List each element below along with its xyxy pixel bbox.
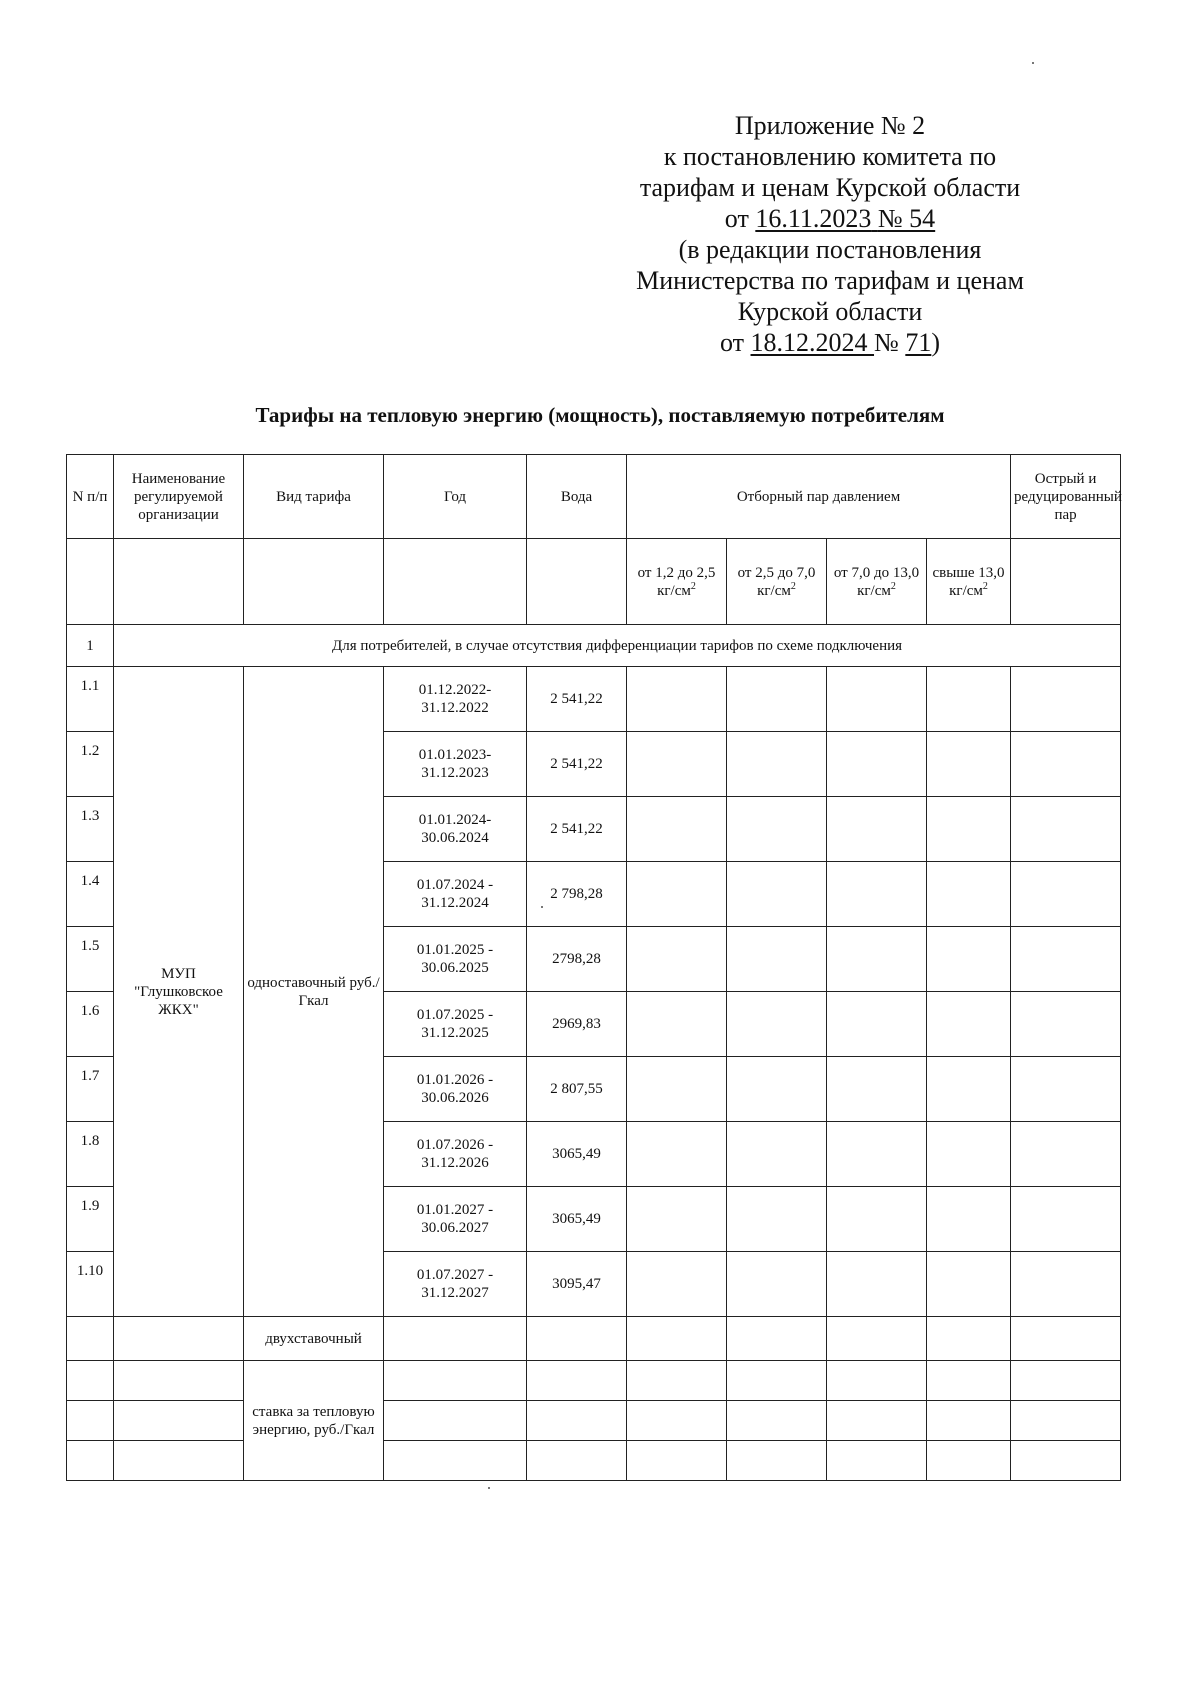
row-number: 1.8 — [67, 1122, 114, 1187]
header-line-8-prefix: от — [719, 328, 751, 357]
empty-cell — [627, 1252, 727, 1317]
empty-cell — [384, 1401, 527, 1441]
empty-cell — [1011, 667, 1121, 732]
empty-cell — [727, 1122, 827, 1187]
pressure-1-label: от 1,2 до 2,5 кг/см — [637, 564, 716, 599]
empty-cell — [727, 667, 827, 732]
col-head-tariff-type: Вид тарифа — [244, 455, 384, 539]
period-cell: 01.07.2024 - 31.12.2024 — [384, 862, 527, 927]
empty-cell — [384, 1317, 527, 1361]
appendix-header — [600, 110, 1060, 358]
scan-speck — [488, 1487, 490, 1489]
empty-cell — [827, 1401, 927, 1441]
pressure-3-label: от 7,0 до 13,0 кг/см — [833, 564, 920, 599]
row-number: 1.9 — [67, 1187, 114, 1252]
col-head-pressure-1 — [627, 539, 727, 625]
empty-cell — [727, 862, 827, 927]
water-tariff-cell: 2798,28 — [527, 927, 627, 992]
empty-cell — [927, 1441, 1011, 1481]
amendment-numsign: № — [874, 328, 906, 357]
squared-mark: 2 — [890, 580, 896, 592]
rate-row — [67, 1361, 1121, 1401]
row-number: 1.7 — [67, 1057, 114, 1122]
period-cell: 01.01.2023-31.12.2023 — [384, 732, 527, 797]
empty-cell — [827, 1252, 927, 1317]
empty-cell — [67, 539, 114, 625]
water-tariff-cell: 2 541,22 — [527, 667, 627, 732]
squared-mark: 2 — [790, 580, 796, 592]
empty-cell — [627, 797, 727, 862]
empty-cell — [827, 1187, 927, 1252]
empty-cell — [1011, 732, 1121, 797]
empty-cell — [527, 539, 627, 625]
empty-cell — [827, 1441, 927, 1481]
col-head-pressure-4 — [927, 539, 1011, 625]
header-line-2: к постановлению комитета по — [663, 142, 997, 171]
period-cell: 01.07.2025 - 31.12.2025 — [384, 992, 527, 1057]
table-subheader-row — [67, 539, 1121, 625]
empty-cell — [1011, 927, 1121, 992]
empty-cell — [927, 862, 1011, 927]
empty-cell — [527, 1361, 627, 1401]
empty-cell — [384, 1361, 527, 1401]
empty-cell — [827, 1361, 927, 1401]
empty-cell — [827, 1122, 927, 1187]
header-line-4-prefix: от — [724, 204, 756, 233]
empty-cell — [114, 1361, 244, 1401]
col-head-pressure-2 — [727, 539, 827, 625]
empty-cell — [927, 1317, 1011, 1361]
empty-cell — [627, 1361, 727, 1401]
col-head-org: Наименование регулируемой организации — [114, 455, 244, 539]
empty-cell — [1011, 539, 1121, 625]
tariff-type-one-part: одноставочный руб./Гкал — [244, 667, 384, 1317]
empty-cell — [627, 862, 727, 927]
empty-cell — [384, 539, 527, 625]
empty-cell — [627, 1401, 727, 1441]
empty-cell — [827, 992, 927, 1057]
empty-cell — [627, 667, 727, 732]
empty-cell — [627, 1122, 727, 1187]
pressure-4-label: свыше 13,0 кг/см — [932, 564, 1005, 599]
empty-cell — [627, 1441, 727, 1481]
amendment-date: 18.12.2024 — [750, 328, 875, 357]
period-cell: 01.01.2024-30.06.2024 — [384, 797, 527, 862]
empty-cell — [927, 1057, 1011, 1122]
header-line-6: Министерства по тарифам и ценам — [636, 266, 1024, 295]
empty-cell — [527, 1441, 627, 1481]
water-tariff-cell: 2 541,22 — [527, 732, 627, 797]
empty-cell — [927, 1187, 1011, 1252]
water-tariff-cell: 2969,83 — [527, 992, 627, 1057]
section-title: Для потребителей, в случае отсутствия дифференциации тарифов по схеме подключения — [114, 625, 1121, 667]
squared-mark: 2 — [982, 580, 988, 592]
empty-cell — [1011, 862, 1121, 927]
period-cell: 01.12.2022-31.12.2022 — [384, 667, 527, 732]
empty-cell — [1011, 1317, 1121, 1361]
row-number: 1.6 — [67, 992, 114, 1057]
empty-cell — [827, 927, 927, 992]
empty-cell — [827, 1057, 927, 1122]
empty-cell — [927, 1122, 1011, 1187]
col-head-steam: Отборный пар давлением — [627, 455, 1011, 539]
empty-cell — [527, 1401, 627, 1441]
empty-cell — [627, 927, 727, 992]
empty-cell — [727, 992, 827, 1057]
empty-cell — [244, 539, 384, 625]
section-row — [67, 625, 1121, 667]
header-line-1: Приложение № 2 — [734, 111, 926, 140]
empty-cell — [67, 1361, 114, 1401]
empty-cell — [727, 1252, 827, 1317]
two-part-row — [67, 1317, 1121, 1361]
empty-cell — [727, 1317, 827, 1361]
empty-cell — [1011, 1187, 1121, 1252]
empty-cell — [927, 992, 1011, 1057]
empty-cell — [527, 1317, 627, 1361]
organization-name: МУП "Глушковское ЖКХ" — [114, 667, 244, 1317]
period-cell: 01.07.2027 - 31.12.2027 — [384, 1252, 527, 1317]
empty-cell — [627, 1187, 727, 1252]
row-number: 1.4 — [67, 862, 114, 927]
period-cell: 01.01.2025 - 30.06.2025 — [384, 927, 527, 992]
empty-cell — [727, 797, 827, 862]
empty-cell — [927, 1401, 1011, 1441]
row-number: 1.2 — [67, 732, 114, 797]
header-line-7: Курской области — [737, 297, 923, 326]
empty-cell — [1011, 1361, 1121, 1401]
period-cell: 01.01.2026 - 30.06.2026 — [384, 1057, 527, 1122]
empty-cell — [1011, 1252, 1121, 1317]
row-number: 1.1 — [67, 667, 114, 732]
row-number: 1.3 — [67, 797, 114, 862]
empty-cell — [627, 1317, 727, 1361]
header-line-3: тарифам и ценам Курской области — [639, 173, 1021, 202]
empty-cell — [627, 1057, 727, 1122]
water-tariff-cell: 2 807,55 — [527, 1057, 627, 1122]
water-tariff-cell: 2 798,28 — [527, 862, 627, 927]
empty-cell — [1011, 992, 1121, 1057]
empty-cell — [1011, 1057, 1121, 1122]
header-line-8 — [600, 327, 1060, 358]
empty-cell — [927, 1252, 1011, 1317]
empty-cell — [827, 1317, 927, 1361]
energy-rate-label: ставка за тепловую энергию, руб./Гкал — [244, 1361, 384, 1481]
empty-cell — [1011, 1122, 1121, 1187]
empty-cell — [727, 1057, 827, 1122]
squared-mark: 2 — [690, 580, 696, 592]
water-tariff-cell: 3095,47 — [527, 1252, 627, 1317]
empty-cell — [927, 732, 1011, 797]
rate-row — [67, 1441, 1121, 1481]
amendment-suffix: ) — [931, 328, 940, 357]
empty-cell — [727, 1187, 827, 1252]
col-head-n: N п/п — [67, 455, 114, 539]
empty-cell — [727, 1401, 827, 1441]
col-head-water: Вода — [527, 455, 627, 539]
empty-cell — [827, 667, 927, 732]
row-number: 1.10 — [67, 1252, 114, 1317]
header-line-4 — [600, 203, 1060, 234]
empty-cell — [727, 1361, 827, 1401]
empty-cell — [627, 732, 727, 797]
empty-cell — [827, 732, 927, 797]
empty-cell — [927, 797, 1011, 862]
row-number: 1.5 — [67, 927, 114, 992]
decree-number: № 54 — [877, 204, 936, 233]
decree-date: 16.11.2023 — [755, 204, 872, 233]
empty-cell — [114, 1441, 244, 1481]
period-cell: 01.01.2027 - 30.06.2027 — [384, 1187, 527, 1252]
empty-cell — [727, 732, 827, 797]
empty-cell — [114, 539, 244, 625]
tariff-table — [66, 454, 1121, 1481]
water-tariff-cell: 3065,49 — [527, 1122, 627, 1187]
empty-cell — [927, 1361, 1011, 1401]
period-cell: 01.07.2026 - 31.12.2026 — [384, 1122, 527, 1187]
empty-cell — [384, 1441, 527, 1481]
empty-cell — [67, 1317, 114, 1361]
empty-cell — [927, 667, 1011, 732]
col-head-pressure-3 — [827, 539, 927, 625]
water-tariff-cell: 3065,49 — [527, 1187, 627, 1252]
col-head-sharp-steam: Острый и редуцированный пар — [1011, 455, 1121, 539]
tariff-type-two-part: двухставочный — [244, 1317, 384, 1361]
empty-cell — [67, 1441, 114, 1481]
empty-cell — [1011, 797, 1121, 862]
col-head-year: Год — [384, 455, 527, 539]
table-row — [67, 667, 1121, 732]
empty-cell — [827, 862, 927, 927]
empty-cell — [727, 1441, 827, 1481]
empty-cell — [1011, 1441, 1121, 1481]
empty-cell — [827, 797, 927, 862]
empty-cell — [1011, 1401, 1121, 1441]
empty-cell — [114, 1317, 244, 1361]
scan-speck — [1032, 62, 1034, 64]
table-header-row — [67, 455, 1121, 539]
empty-cell — [627, 992, 727, 1057]
pressure-2-label: от 2,5 до 7,0 кг/см — [737, 564, 816, 599]
amendment-number: 71 — [905, 328, 932, 357]
empty-cell — [114, 1401, 244, 1441]
rate-row — [67, 1401, 1121, 1441]
document-title: Тарифы на тепловую энергию (мощность), поставляемую потребителям — [255, 403, 945, 427]
scan-speck — [541, 906, 543, 908]
water-tariff-cell: 2 541,22 — [527, 797, 627, 862]
header-line-5: (в редакции постановления — [678, 235, 982, 264]
empty-cell — [727, 927, 827, 992]
empty-cell — [67, 1401, 114, 1441]
section-number: 1 — [67, 625, 114, 667]
empty-cell — [927, 927, 1011, 992]
